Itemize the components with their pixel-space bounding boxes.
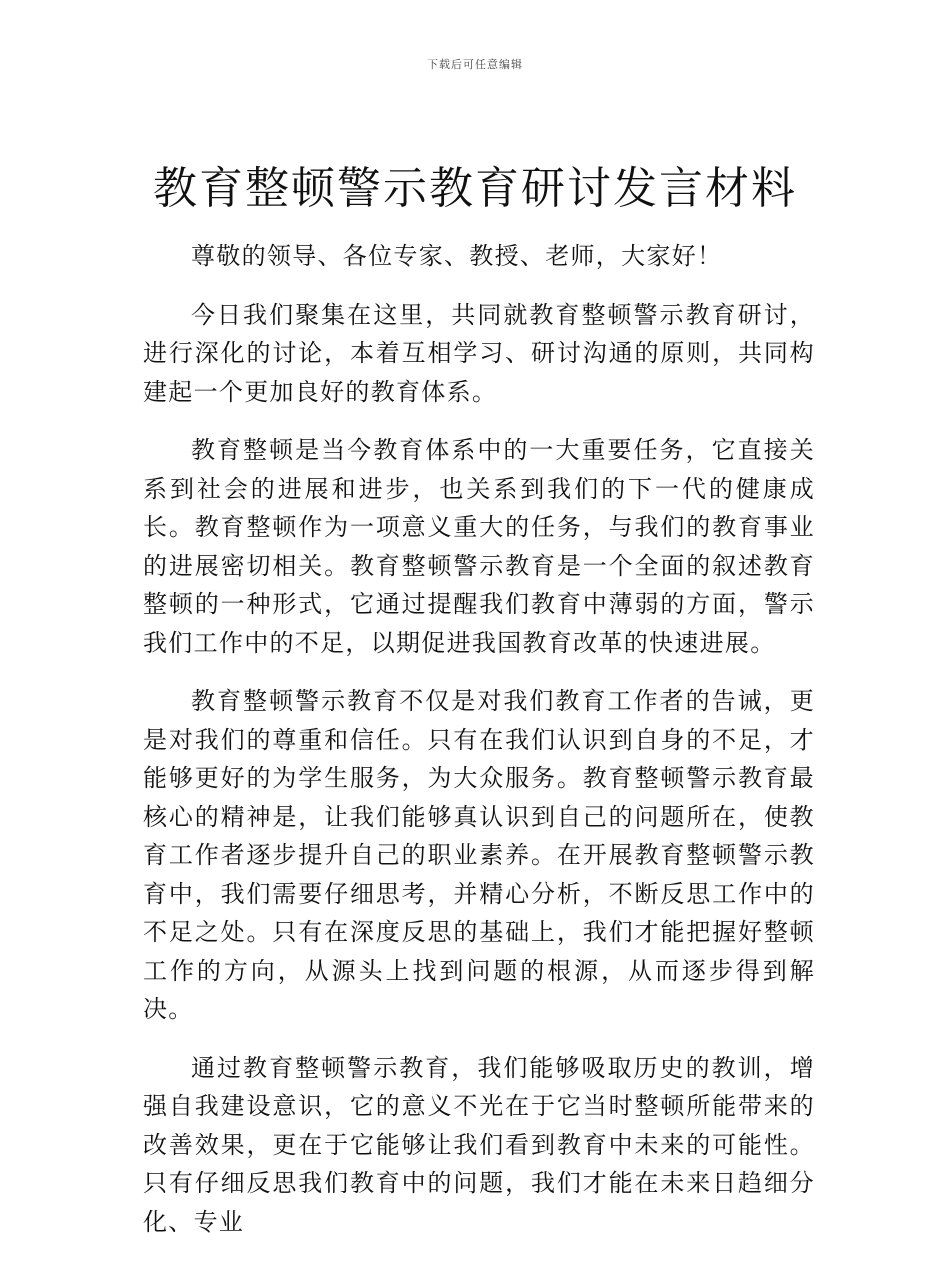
document-title: 教育整顿警示教育研讨发言材料 xyxy=(153,163,797,214)
body-paragraph: 教育整顿是当今教育体系中的一大重要任务，它直接关系到社会的进展和进步，也关系到我们的下一代的健康成长。教育整顿作为一项意义重大的任务，与我们的教育事业的进展密切相关。教育整顿警示教育是一个全面的叙述教育整顿的一种形式，它通过提醒我们教育中薄弱的方面，警示我们工作中的不足，以期促进我国教育改革的快速进展。 xyxy=(143,436,815,657)
body-paragraph: 通过教育整顿警示教育，我们能够吸取历史的教训，增强自我建设意识，它的意义不光在于它当时整顿所能带来的改善效果，更在于它能够让我们看到教育中未来的可能性。只有仔细反思我们教育中的问题，我们才能在未来日趋细分化、专业 xyxy=(143,1053,815,1236)
salutation-paragraph: 尊敬的领导、各位专家、教授、老师，大家好！ xyxy=(191,242,723,270)
body-paragraph: 今日我们聚集在这里，共同就教育整顿警示教育研讨，进行深化的讨论，本着互相学习、研讨沟通的原则，共同构建起一个更加良好的教育体系。 xyxy=(143,300,815,406)
document-body xyxy=(143,237,815,1261)
body-paragraph: 教育整顿警示教育不仅是对我们教育工作者的告诫，更是对我们的尊重和信任。只有在我们认识到自身的不足，才能够更好的为学生服务，为大众服务。教育整顿警示教育最核心的精神是，让我们能够真认识到自己的问题所在，使教育工作者逐步提升自己的职业素养。在开展教育整顿警示教育中，我们需要仔细思考，并精心分析，不断反思工作中的不足之处。只有在深度反思的基础上，我们才能把握好整顿工作的方向，从源头上找到问题的根源，从而逐步得到解决。 xyxy=(143,687,815,1023)
header-note: 下载后可任意编辑 xyxy=(427,58,523,71)
